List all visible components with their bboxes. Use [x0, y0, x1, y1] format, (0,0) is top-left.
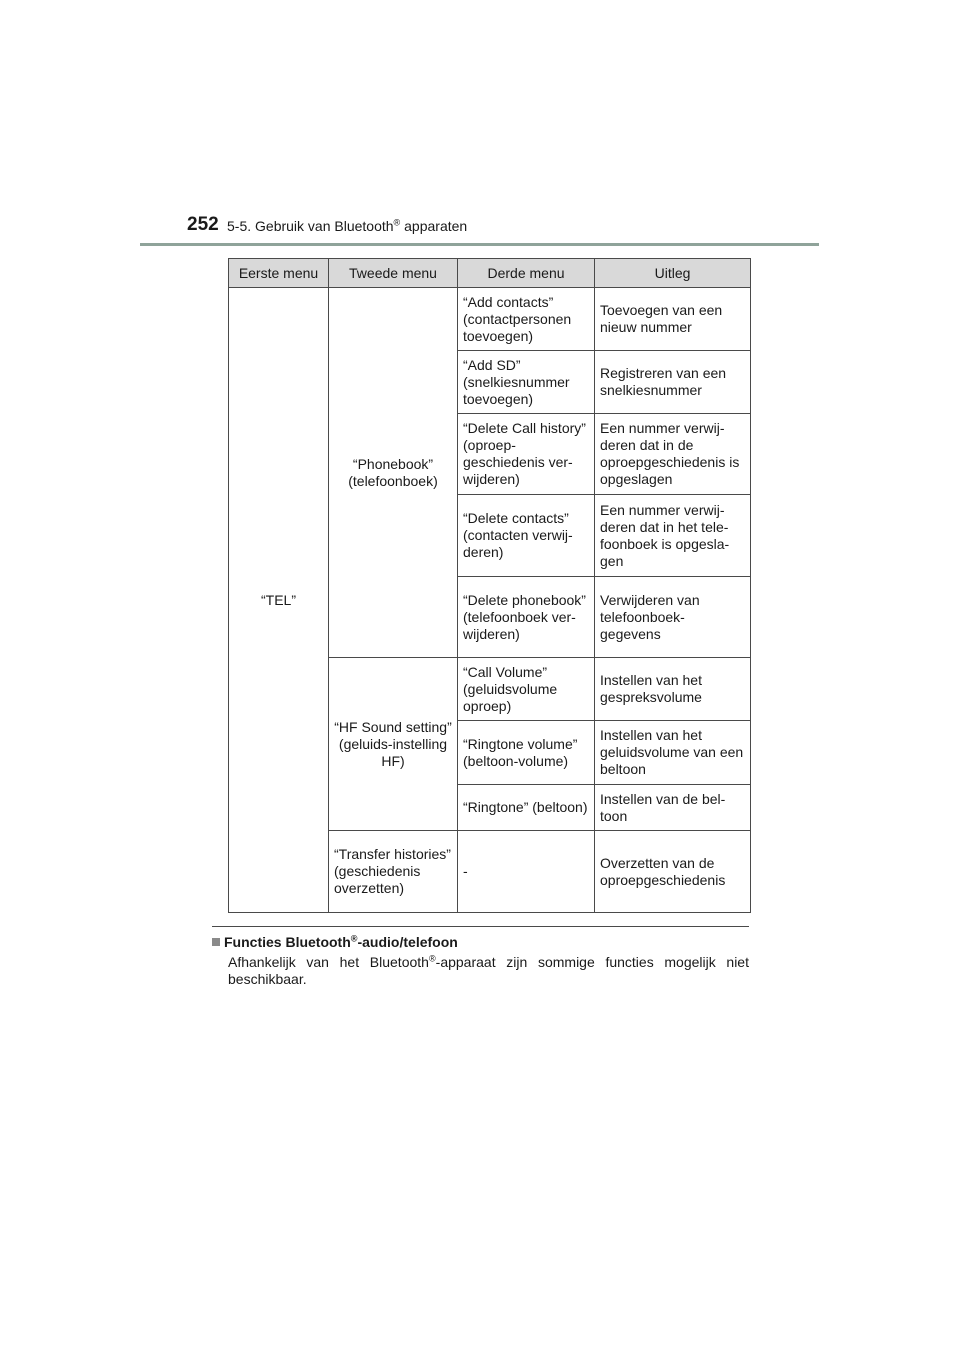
section-title-suffix: apparaten [400, 218, 468, 234]
third-menu-cell: “Add contacts” (contactpersonen toevoegen) [458, 288, 595, 351]
registered-mark: ® [393, 217, 401, 228]
explanation-cell: Overzetten van de oproepgeschiedenis [595, 831, 751, 913]
header-rule [140, 243, 819, 246]
section-title [227, 218, 467, 234]
explanation-cell: Toevoegen van een nieuw nummer [595, 288, 751, 351]
explanation-cell: Verwijderen van telefoonboek-gegevens [595, 577, 751, 658]
body-prefix: Afhankelijk van het Bluetooth [228, 954, 429, 970]
section-title-prefix: 5-5. Gebruik van Bluetooth [227, 218, 394, 234]
bluetooth-functions-body [228, 954, 749, 988]
explanation-cell: Een nummer verwij-deren dat in het tele-foonboek is opgesla-gen [595, 495, 751, 577]
third-menu-cell: “Call Volume” (geluidsvolume oproep) [458, 658, 595, 721]
first-menu-cell: “TEL” [229, 288, 329, 913]
explanation-cell: Registreren van een snelkiesnummer [595, 351, 751, 414]
third-menu-cell: - [458, 831, 595, 913]
column-header-first-menu: Eerste menu [229, 259, 329, 288]
registered-mark: ® [428, 953, 436, 964]
table-row [229, 288, 751, 351]
column-header-second-menu: Tweede menu [329, 259, 458, 288]
third-menu-cell: “Ringtone volume” (beltoon-volume) [458, 721, 595, 785]
third-menu-cell: “Ringtone” (beltoon) [458, 785, 595, 831]
explanation-cell: Instellen van de bel-toon [595, 785, 751, 831]
page-number: 252 [187, 214, 219, 235]
second-menu-transfer: “Transfer histories” (geschiedenis overzetten) [329, 831, 458, 913]
explanation-cell: Een nummer verwij-deren dat in de oproepgeschiedenis is opgeslagen [595, 414, 751, 495]
second-menu-hf-sound: “HF Sound setting” (geluids-instelling HF) [329, 658, 458, 831]
third-menu-cell: “Delete contacts” (contacten verwij-deren) [458, 495, 595, 577]
explanation-cell: Instellen van het geluidsvolume van een beltoon [595, 721, 751, 785]
heading-suffix: -audio/telefoon [357, 934, 458, 950]
column-header-third-menu: Derde menu [458, 259, 595, 288]
column-header-explanation: Uitleg [595, 259, 751, 288]
menu-table [228, 258, 751, 913]
third-menu-cell: “Add SD” (snelkiesnummer toevoegen) [458, 351, 595, 414]
bluetooth-functions-heading [212, 934, 458, 950]
third-menu-cell: “Delete phonebook” (telefoonboek ver-wijderen) [458, 577, 595, 658]
section-divider [212, 926, 749, 927]
second-menu-phonebook: “Phonebook” (telefoonboek) [329, 288, 458, 658]
registered-mark: ® [350, 933, 358, 944]
heading-prefix: Functies Bluetooth [224, 934, 351, 950]
explanation-cell: Instellen van het gespreksvolume [595, 658, 751, 721]
table-header-row [229, 259, 751, 288]
body-suffix: -apparaat zijn sommige functies mogelijk niet beschikbaar. [228, 954, 749, 987]
third-menu-cell: “Delete Call history” (oproep-geschiedenis ver-wijderen) [458, 414, 595, 495]
square-bullet-icon [212, 938, 220, 946]
